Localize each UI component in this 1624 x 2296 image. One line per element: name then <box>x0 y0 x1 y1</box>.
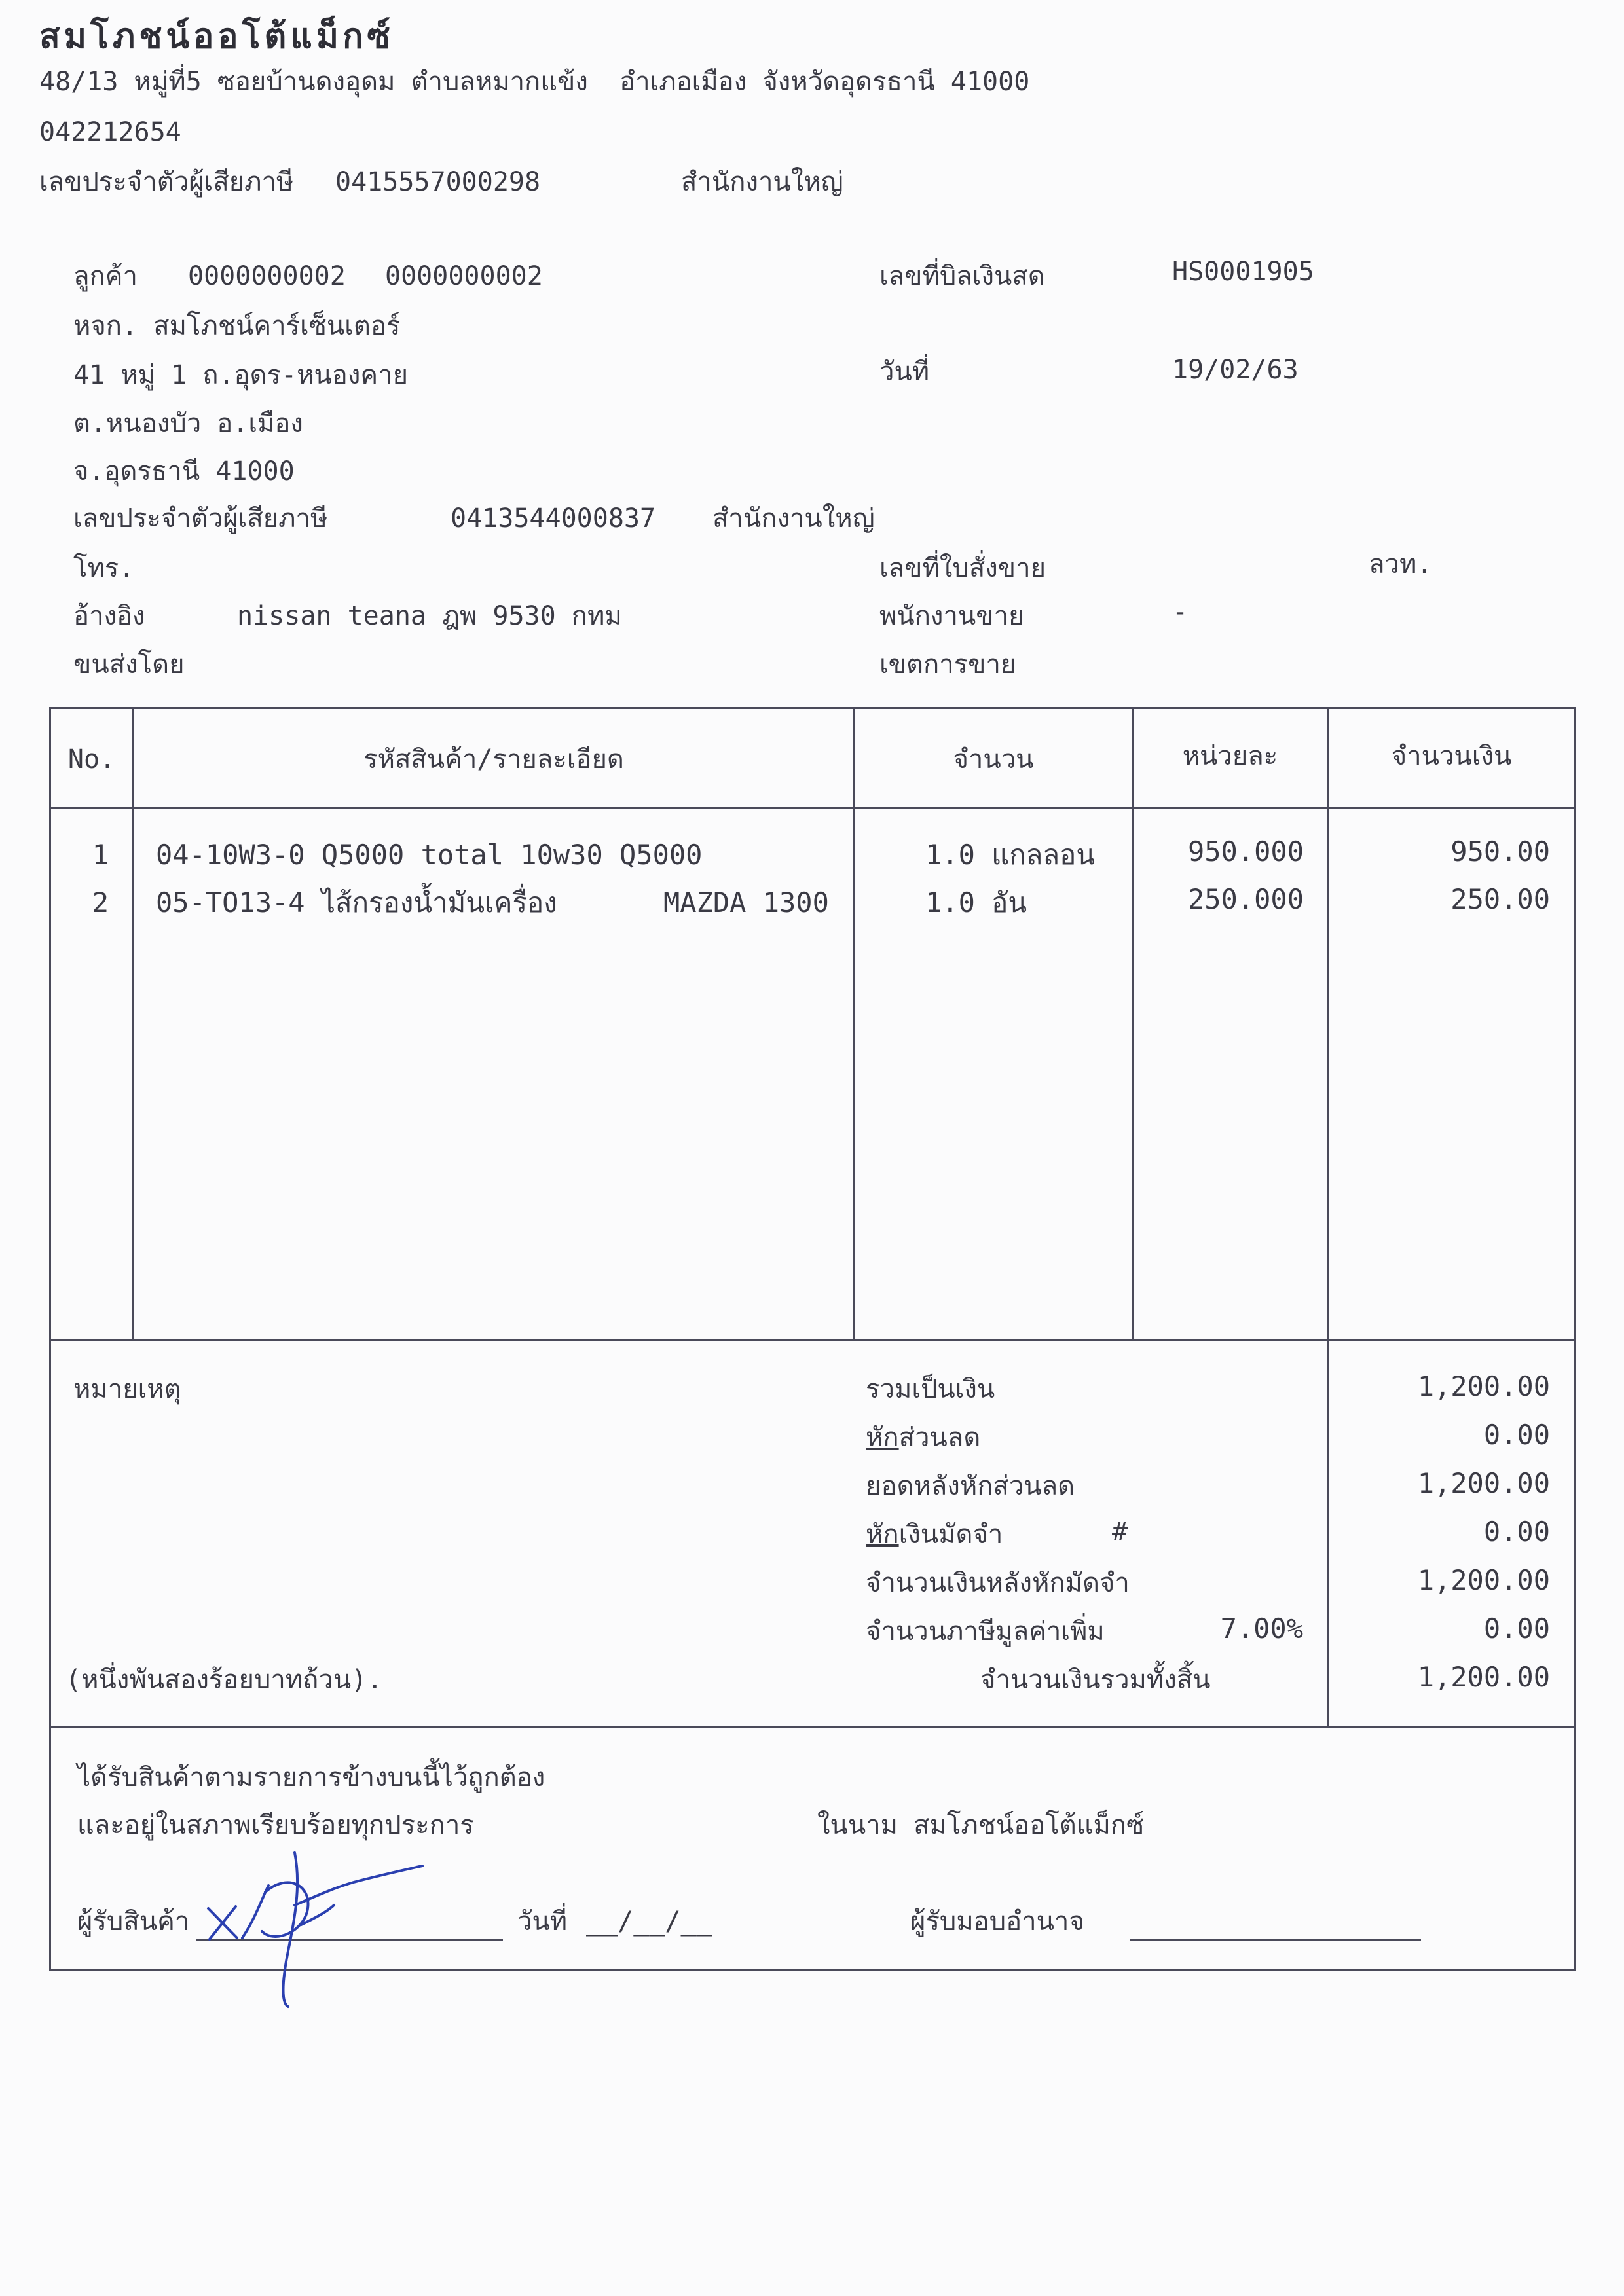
grand-total-value: 1,200.00 <box>1417 1661 1550 1693</box>
customer-name: หจก. สมโภชน์คาร์เซ็นเตอร์ <box>73 311 401 341</box>
deposit-label <box>866 1522 1003 1548</box>
customer-address-1: 41 หมู่ 1 ถ.อุดร-หนองคาย <box>73 360 409 390</box>
vat-label: จำนวนภาษีมูลค่าเพิ่ม <box>866 1616 1105 1647</box>
authorized-label: ผู้รับมอบอำนาจ <box>910 1906 1084 1937</box>
deposit-hash: # <box>1112 1517 1128 1547</box>
company-phone: 042212654 <box>39 117 181 147</box>
header-unit-price: หน่วยละ <box>1182 741 1278 771</box>
company-branch: สำนักงานใหญ่ <box>681 167 843 197</box>
subtotal-value: 1,200.00 <box>1417 1370 1550 1402</box>
salesperson-value: - <box>1172 597 1189 627</box>
company-name: สมโภชน์ออโต้แม็กซ์ <box>39 17 394 56</box>
row-1-amount: 950.00 <box>1450 835 1550 867</box>
after-discount-value: 1,200.00 <box>1417 1467 1550 1499</box>
salesperson-label: พนักงานขาย <box>879 601 1024 631</box>
row-1-description: 04-10W3-0 Q5000 total 10w30 Q5000 <box>156 839 703 871</box>
receive-date-label: วันที่ <box>517 1906 568 1937</box>
header-no: No. <box>67 744 116 774</box>
row-1-quantity: 1.0 แกลลอน <box>925 839 1096 871</box>
receive-date-blank: __/__/__ <box>586 1906 712 1937</box>
vat-value: 0.00 <box>1483 1613 1550 1645</box>
receiver-label: ผู้รับสินค้า <box>77 1906 190 1937</box>
customer-address-2: ต.หนองบัว อ.เมือง <box>73 409 303 439</box>
discount-label-rest: ส่วนลด <box>898 1423 981 1453</box>
vat-rate: 7.00% <box>1220 1613 1303 1645</box>
row-2-quantity: 1.0 อัน <box>925 886 1027 919</box>
on-behalf-of: ในนาม สมโภชน์ออโต้แม็กซ์ <box>817 1810 1145 1840</box>
bill-date-label: วันที่ <box>879 357 930 387</box>
customer-tax-label: เลขประจำตัวผู้เสียภาษี <box>73 503 328 534</box>
reference-label: อ้างอิง <box>73 601 145 631</box>
deposit-value: 0.00 <box>1483 1516 1550 1548</box>
row-1-no: 1 <box>92 839 109 871</box>
reference-value: nissan teana ฎพ 9530 กทม <box>237 601 622 631</box>
company-address: 48/13 หมู่ที่5 ซอยบ้านดงอุดม ตำบลหมากแข้ง อำเภอเมือง จังหวัดอุดรธานี 41000 <box>39 67 1030 97</box>
company-tax-label: เลขประจำตัวผู้เสียภาษี <box>39 167 294 197</box>
after-deposit-label: จำนวนเงินหลังหักมัดจำ <box>866 1568 1130 1598</box>
customer-branch: สำนักงานใหญ่ <box>712 503 875 534</box>
subtotal-label: รวมเป็นเงิน <box>866 1374 995 1404</box>
grand-total-label: จำนวนเงินรวมทั้งสิ้น <box>980 1665 1211 1695</box>
bill-date: 19/02/63 <box>1172 355 1299 385</box>
discount-value: 0.00 <box>1483 1419 1550 1451</box>
note-label: หมายเหตุ <box>73 1374 181 1404</box>
row-2-unit-price: 250.000 <box>1187 883 1304 915</box>
row-2-amount: 250.00 <box>1450 883 1550 915</box>
company-tax-id: 0415557000298 <box>335 167 541 197</box>
customer-code-2: 0000000002 <box>385 261 543 291</box>
header-description: รหัสสินค้า/รายละเอียด <box>363 744 624 774</box>
received-statement-2: และอยู่ในสภาพเรียบร้อยทุกประการ <box>77 1810 474 1840</box>
bill-number-label: เลขที่บิลเงินสด <box>879 261 1045 291</box>
discount-label <box>866 1425 980 1451</box>
deposit-label-underlined: หัก <box>866 1520 899 1550</box>
row-2-description-model: MAZDA 1300 <box>663 886 829 919</box>
row-1-unit-price: 950.000 <box>1187 835 1304 867</box>
customer-label: ลูกค้า <box>73 261 138 291</box>
shipping-label: ขนส่งโดย <box>73 649 185 680</box>
after-discount-label: ยอดหลังหักส่วนลด <box>866 1471 1075 1501</box>
received-statement-1: ได้รับสินค้าตามรายการข้างบนนี้ไว้ถูกต้อง <box>77 1762 545 1793</box>
bill-number: HS0001905 <box>1172 257 1314 287</box>
amount-in-words: (หนึ่งพันสองร้อยบาทถ้วน). <box>65 1665 383 1695</box>
discount-label-underlined: หัก <box>866 1423 899 1453</box>
row-2-description: 05-TO13-4 ไส้กรองน้ำมันเครื่อง <box>156 886 557 919</box>
authorized-signature-line <box>1130 1939 1421 1941</box>
row-2-no: 2 <box>92 886 109 919</box>
signature-mark <box>196 1846 439 2016</box>
customer-address-3: จ.อุดรธานี 41000 <box>73 456 295 486</box>
after-deposit-value: 1,200.00 <box>1417 1564 1550 1596</box>
sales-zone-label: เขตการขาย <box>879 649 1016 680</box>
deposit-label-rest: เงินมัดจำ <box>898 1520 1003 1550</box>
header-quantity: จำนวน <box>953 744 1034 774</box>
sales-order-label: เลขที่ใบสั่งขาย <box>879 553 1046 583</box>
customer-phone-label: โทร. <box>73 553 135 583</box>
customer-code-1: 0000000002 <box>188 261 346 291</box>
sales-order-value: ลวท. <box>1369 549 1433 579</box>
header-amount: จำนวนเงิน <box>1391 741 1512 771</box>
customer-tax-id: 0413544000837 <box>451 503 656 534</box>
